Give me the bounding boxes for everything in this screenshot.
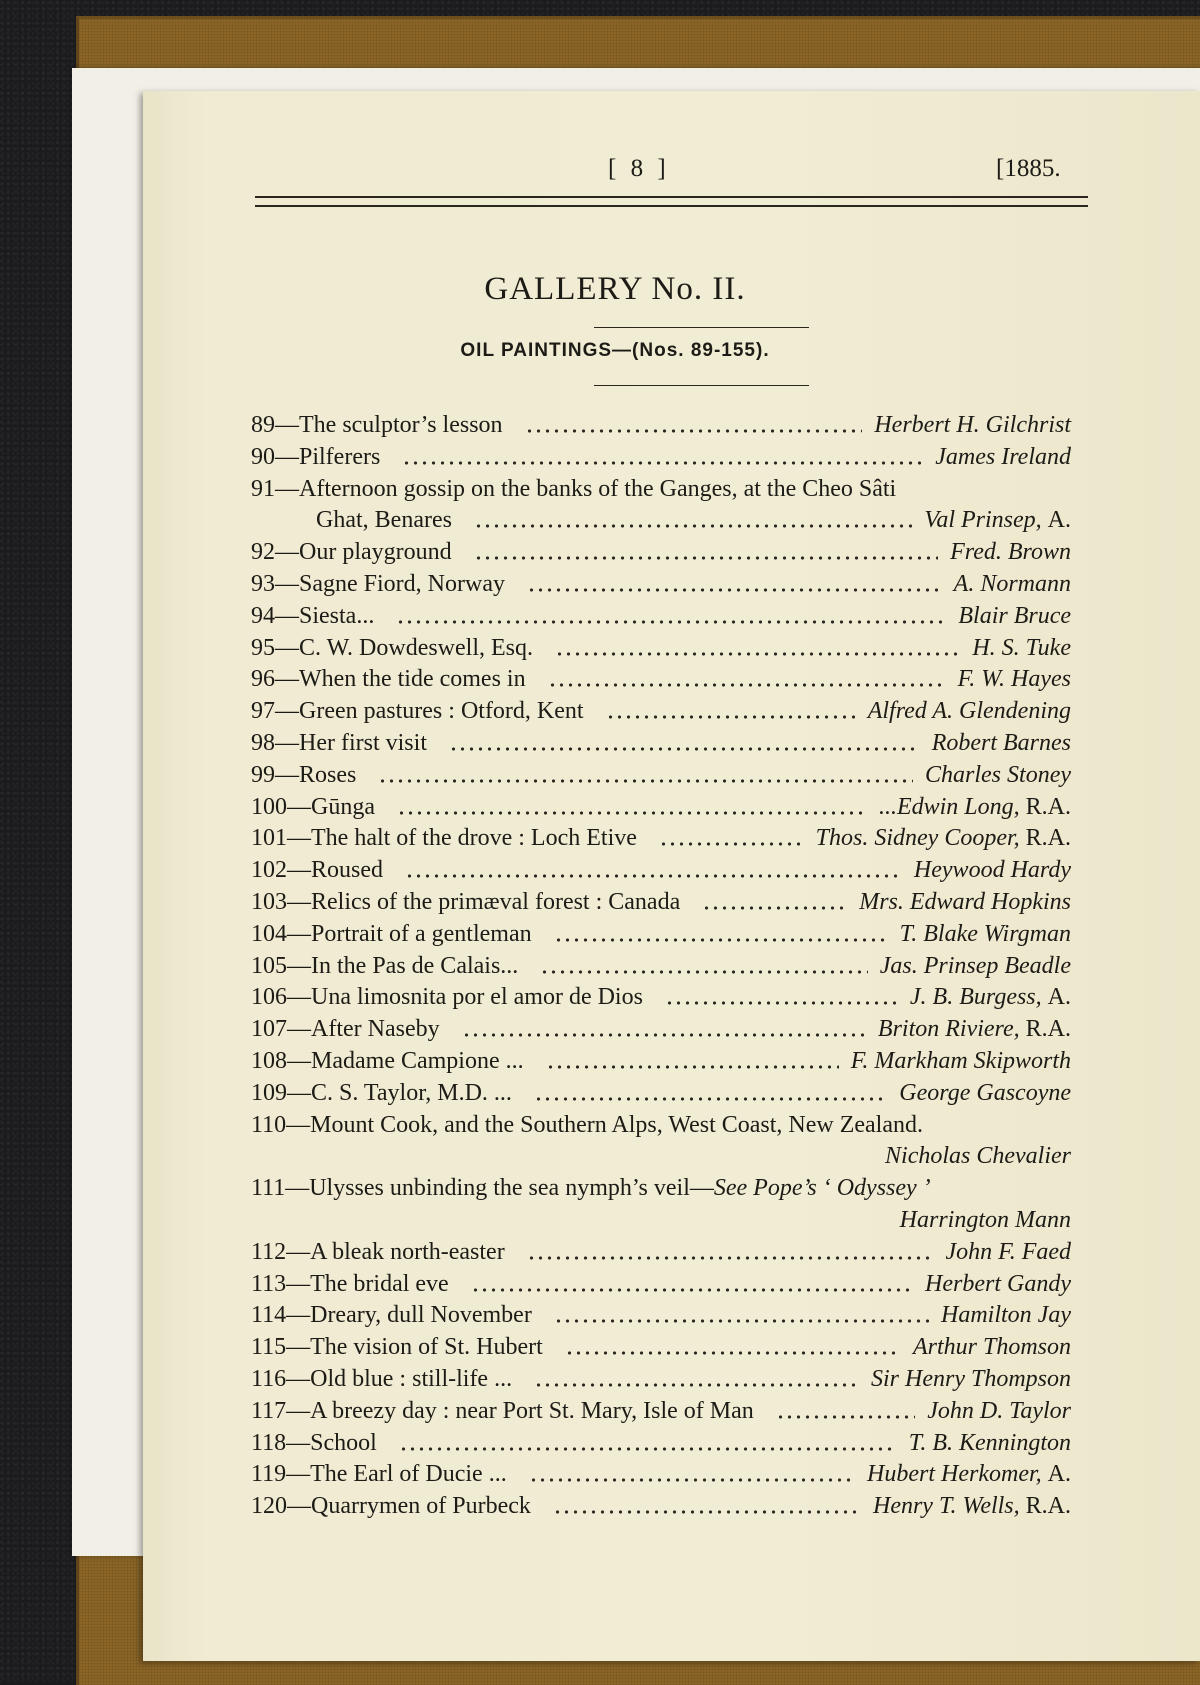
artist-name: T. B. Kennington [908,1429,1071,1456]
entry-line: 100—Gūnga [251,793,375,820]
leader-dots [525,409,863,441]
entry-number: 109 [251,1079,287,1106]
entry-number: 100 [251,793,287,820]
entry-title: Sagne Fiord, Norway [299,571,505,597]
entry-artist [941,1299,1071,1331]
entry-title: Old blue : still-life ... [310,1366,513,1392]
leader-dots [378,759,913,791]
list-item [251,1268,1071,1300]
artist-name: Herbert H. Gilchrist [874,412,1071,438]
entry-number: 111 [251,1175,286,1202]
entry-title: Una limosnita por el amor de Dios [311,984,643,1011]
gallery-title: GALLERY No. II. [484,271,746,307]
entry-artist [868,695,1071,727]
artist-name: Charles Stoney [925,761,1071,788]
leader-dots [553,1490,861,1522]
entry-number: 107 [251,1016,287,1043]
list-item-continued [251,1140,1071,1172]
list-item [251,727,1071,759]
entry-title: The sculptor’s lesson [299,412,503,438]
list-item [251,981,1071,1013]
entry-title: Her first visit [299,730,427,756]
entry-number: 105 [251,952,287,979]
leader-dots [702,886,847,918]
artist-name: Val Prinsep, [924,507,1042,534]
entry-artist [867,1458,1071,1490]
artist-name: Arthur Thomson [912,1334,1071,1361]
entry-artist [925,1268,1071,1300]
artist-honour: R.A. [1025,825,1071,852]
artist-name: Herbert Gandy [925,1270,1071,1297]
list-item [251,600,1071,632]
entry-title: Quarrymen of Purbeck [311,1493,531,1520]
entry-title: A breezy day : near Port St. Mary, Isle of Man [310,1397,754,1424]
entry-artist [914,854,1071,886]
artist-name: Jas. Prinsep Beadle [879,952,1071,979]
artist-name: H. S. Tuke [972,634,1071,661]
entry-number: 96 [251,666,275,693]
running-header [143,155,1200,189]
entry-title: Roused [311,857,383,884]
entry-title: Siesta... [299,602,375,629]
leader-dots [471,1268,913,1300]
entry-title: Portrait of a gentleman [311,920,532,947]
artist-honour: R.A. [1025,1016,1071,1043]
entry-number: 97 [251,698,275,725]
entry-number: 112 [251,1238,287,1265]
list-item [251,1077,1071,1109]
entry-title: Pilferers [299,443,381,470]
entry-title: Madame Campione ... [311,1048,524,1074]
artist-name: Harrington Mann [899,1207,1071,1233]
entry-line: 94—Siesta... [251,602,375,629]
entry-line: 112—A bleak north-easter [251,1238,505,1265]
entry-number: 91 [251,475,275,502]
entry-artist [878,1013,1071,1045]
entry-line: 107—After Naseby [251,1016,440,1043]
leader-dots [555,632,960,664]
list-item [251,1363,1071,1395]
list-item [251,791,1071,823]
entry-line: 120—Quarrymen of Purbeck [251,1493,531,1520]
list-item [251,695,1071,727]
entry-artist [885,1140,1071,1172]
leader-dots [399,1427,897,1459]
entry-artist [900,918,1071,950]
list-item [251,1299,1071,1331]
list-item [251,1236,1071,1268]
entry-artist [874,409,1071,441]
entry-title: School [310,1429,377,1456]
entry-line: 118—School [251,1429,377,1456]
list-item [251,854,1071,886]
entry-number: 93 [251,571,275,597]
entry-number: 113 [251,1270,287,1297]
entry-artist [958,600,1071,632]
entry-artist [909,1427,1071,1459]
list-item [251,1395,1071,1427]
artist-name: James Ireland [935,443,1071,470]
leader-dots [529,1458,855,1490]
entry-number: 118 [251,1429,287,1456]
leader-dots [546,1045,839,1077]
entry-number: 101 [251,825,287,852]
entry-number: 103 [251,889,287,915]
entry-line: 92—Our playground [251,539,452,566]
leader-dots [474,504,912,536]
artist-name: Hubert Herkomer, [867,1461,1042,1488]
entry-title: C. S. Taylor, M.D. ... [311,1079,512,1106]
entry-number: 104 [251,920,287,947]
leader-dots [402,441,923,473]
leader-dots [554,918,888,950]
artist-name: Thos. Sidney Cooper, [815,825,1020,852]
header-double-rule [255,196,1088,207]
artist-name: John D. Taylor [927,1397,1071,1424]
entry-title: Green pastures : Otford, Kent [299,698,584,725]
list-item [251,568,1071,600]
list-item [251,1427,1071,1459]
entry-line: 90—Pilferers [251,443,381,470]
leader-dots [659,822,804,854]
leader-dots [474,536,938,568]
list-item [251,918,1071,950]
artist-name: A. Normann [953,571,1071,597]
list-item [251,822,1071,854]
entry-number: 115 [251,1334,287,1361]
leader-dots [397,791,867,823]
entry-number: 110 [251,1111,287,1138]
entry-number: 89 [251,412,275,438]
artist-name: Blair Bruce [958,602,1071,629]
entry-title: Mount Cook, and the Southern Alps, West Coast, New Zealand. [310,1111,923,1138]
list-item [251,1013,1071,1045]
leader-dots [534,1363,859,1395]
entry-number: 98 [251,730,275,756]
entry-line: 89—The sculptor’s lesson [251,412,503,438]
entry-artist [859,886,1071,918]
list-item [251,759,1071,791]
entry-title: The bridal eve [310,1270,449,1297]
entry-artist [879,791,1071,823]
entry-title: Afternoon gossip on the banks of the Ganges, at the Cheo Sâti [299,475,897,502]
entry-number: 120 [251,1493,287,1520]
entry-title: The vision of St. Hubert [310,1334,543,1361]
entry-number: 106 [251,984,287,1011]
entry-number: 102 [251,857,287,884]
artist-honour: A. [1047,1461,1071,1488]
leader-dots [449,727,920,759]
leader-dots [527,1236,934,1268]
artist-honour: A. [1047,507,1071,534]
artist-name: F. Markham Skipworth [850,1048,1071,1074]
entry-artist [913,1331,1071,1363]
entry-line: 111—Ulysses unbinding the sea nymph’s veil—See Pope’s ‘ Odyssey ’ [251,1175,931,1202]
list-item [251,950,1071,982]
artist-name: Robert Barnes [931,730,1071,756]
artist-name: J. B. Burgess, [909,984,1042,1011]
list-item [251,1458,1071,1490]
entry-title: Dreary, dull November [310,1302,532,1329]
entry-title: Gūnga [311,793,375,820]
entry-title: C. W. Dowdeswell, Esq. [299,634,533,661]
entry-artist [954,568,1071,600]
artist-name: Nicholas Chevalier [885,1143,1071,1170]
leader-dots [527,568,942,600]
entry-line: 119—The Earl of Ducie ... [251,1461,507,1488]
entry-line: 98—Her first visit [251,730,427,756]
page-number: [ 8 ] [608,155,670,182]
artist-name: Henry T. Wells, [872,1493,1020,1520]
entry-number: 94 [251,602,275,629]
entry-line: 99—Roses [251,761,357,788]
list-item-continued [251,504,1071,536]
leader-dots [565,1331,901,1363]
entry-number: 117 [251,1397,287,1424]
entry-title: Relics of the primæval forest : Canada [311,889,681,915]
leader-dots [405,854,902,886]
entry-number: 99 [251,761,275,788]
artist-name: Hamilton Jay [941,1302,1071,1329]
artist-honour: R.A. [1025,793,1071,820]
artist-name: Heywood Hardy [913,857,1071,884]
artist-honour: R.A. [1025,1493,1071,1520]
leader-dots [554,1299,929,1331]
entry-artist [927,1395,1071,1427]
section-subtitle: OIL PAINTINGS—(Nos. 89-155). [460,340,770,361]
entry-number: 119 [251,1461,287,1488]
entry-number: 90 [251,443,275,470]
entry-line: 102—Roused [251,857,383,884]
entry-line: 101—The halt of the drove : Loch Etive [251,825,637,852]
entry-artist [950,536,1071,568]
list-item [251,1109,1071,1141]
list-item [251,1172,1071,1204]
entry-line: 93—Sagne Fiord, Norway [251,571,505,597]
entry-line: 114—Dreary, dull November [251,1302,532,1329]
entry-number: 95 [251,634,275,661]
entry-number: 114 [251,1302,287,1329]
list-item [251,632,1071,664]
entry-artist [925,759,1071,791]
title-rule [594,327,809,328]
entry-line: 97—Green pastures : Otford, Kent [251,698,584,725]
entry-line: 103—Relics of the primæval forest : Canada [251,889,681,915]
entry-artist [873,1490,1071,1522]
list-item [251,536,1071,568]
entry-line: 91—Afternoon gossip on the banks of the Ganges, at the Cheo Sâti [251,475,897,502]
entry-artist [880,950,1071,982]
entry-artist [935,441,1071,473]
list-item [251,409,1071,441]
artist-name: F. W. Hayes [957,666,1071,693]
entry-artist [972,632,1071,664]
entry-title: When the tide comes in [299,666,526,693]
entry-title: A bleak north-easter [310,1238,505,1265]
list-item [251,441,1071,473]
artist-name: Sir Henry Thompson [870,1366,1071,1392]
leader-dots [548,663,946,695]
entry-title: The Earl of Ducie ... [310,1461,507,1488]
artist-name: John F. Faed [945,1238,1071,1265]
artist-name: T. Blake Wirgman [899,920,1071,947]
leader-dots [665,981,898,1013]
entry-title: Roses [299,761,357,788]
entry-artist [910,981,1071,1013]
entry-line: 108—Madame Campione ... [251,1048,524,1074]
entry-artist [924,504,1071,536]
entry-line: 113—The bridal eve [251,1270,449,1297]
subtitle-rule [594,385,809,386]
list-item [251,473,1071,505]
artist-name: Alfred A. Glendening [867,698,1071,725]
artist-name: ...Edwin Long, [878,793,1020,820]
entry-title: The halt of the drove : Loch Etive [311,825,637,852]
artist-name: Briton Riviere, [877,1016,1020,1043]
artist-name: Fred. Brown [950,539,1071,566]
list-item [251,663,1071,695]
entry-line: 105—In the Pas de Calais... [251,952,519,979]
list-item [251,1045,1071,1077]
entry-line: 115—The vision of St. Hubert [251,1334,543,1361]
entry-artist [871,1363,1071,1395]
entry-title: Ulysses unbinding the sea nymph’s veil— [309,1175,714,1202]
entry-artist [900,1204,1071,1236]
entry-artist [816,822,1071,854]
list-item [251,886,1071,918]
leader-dots [462,1013,866,1045]
entry-title: After Naseby [311,1016,440,1043]
list-item [251,1490,1071,1522]
artist-name: Mrs. Edward Hopkins [859,889,1071,915]
list-item [251,1331,1071,1363]
entry-title: In the Pas de Calais... [311,952,519,979]
entry-artist [958,663,1071,695]
leader-dots [396,600,946,632]
entry-artist [945,1236,1071,1268]
entry-title: Our playground [299,539,452,566]
year-label: [1885. [996,155,1061,182]
entry-title-continued: Ghat, Benares [316,507,452,534]
leader-dots [540,950,867,982]
leader-dots [776,1395,915,1427]
entry-line: 110—Mount Cook, and the Southern Alps, West Coast, New Zealand. [251,1111,923,1138]
entry-title-reference: See Pope’s ‘ Odyssey ’ [713,1175,931,1202]
leader-dots [534,1077,887,1109]
entry-line: 109—C. S. Taylor, M.D. ... [251,1079,512,1106]
entry-number: 108 [251,1048,287,1074]
entry-line: 95—C. W. Dowdeswell, Esq. [251,634,533,661]
entry-line: 104—Portrait of a gentleman [251,920,532,947]
list-item-continued [251,1204,1071,1236]
entry-artist [899,1077,1071,1109]
entry-number: 92 [251,539,275,566]
entry-artist [932,727,1071,759]
entry-line: 106—Una limosnita por el amor de Dios [251,984,643,1011]
entry-line: 117—A breezy day : near Port St. Mary, Isle of Man [251,1397,754,1424]
catalogue-page [143,91,1200,1661]
entry-line: 116—Old blue : still-life ... [251,1366,513,1392]
entry-line: 96—When the tide comes in [251,666,526,693]
entry-number: 116 [251,1366,287,1392]
artist-name: George Gascoyne [899,1079,1071,1106]
entry-artist [851,1045,1071,1077]
artist-honour: A. [1047,984,1071,1011]
leader-dots [606,695,856,727]
